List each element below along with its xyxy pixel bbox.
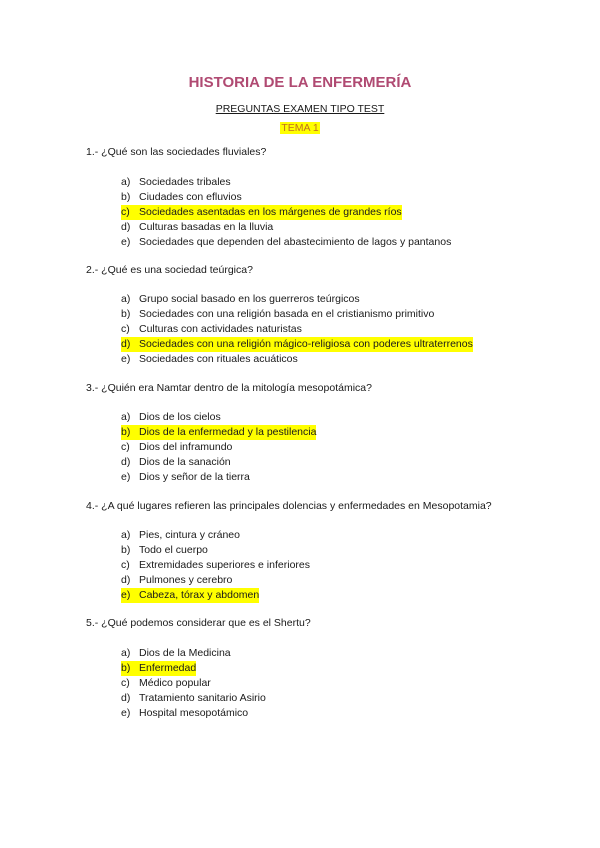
option-3d: d) Dios de la sanación xyxy=(121,456,231,468)
option-4e-correct: e) Cabeza, tórax y abdomen xyxy=(121,589,260,601)
options-1 xyxy=(121,175,451,250)
option-1c-correct: c) Sociedades asentadas en los márgenes de grandes ríos xyxy=(121,206,402,218)
option-2b: b) Sociedades con una religión basada en el cristianismo primitivo xyxy=(121,308,435,320)
options-3 xyxy=(121,410,316,485)
option-1d: d) Culturas basadas en la lluvia xyxy=(121,221,274,233)
question-5: 5.- ¿Qué podemos considerar que es el Shertu? xyxy=(86,617,311,629)
option-5d: d) Tratamiento sanitario Asirio xyxy=(121,692,266,704)
options-5 xyxy=(121,646,266,721)
question-2: 2.- ¿Qué es una sociedad teúrgica? xyxy=(86,264,253,276)
option-2d-correct: d) Sociedades con una religión mágico-religiosa con poderes ultraterrenos xyxy=(121,338,473,350)
option-3c: c) Dios del inframundo xyxy=(121,441,233,453)
option-1a: a) Sociedades tribales xyxy=(121,176,231,188)
option-5a: a) Dios de la Medicina xyxy=(121,647,231,659)
option-3a: a) Dios de los cielos xyxy=(121,411,221,423)
question-1: 1.- ¿Qué son las sociedades fluviales? xyxy=(86,146,267,158)
option-4a: a) Pies, cintura y cráneo xyxy=(121,529,240,541)
tema-text: TEMA 1 xyxy=(281,122,319,134)
option-5c: c) Médico popular xyxy=(121,677,211,689)
option-1e: e) Sociedades que dependen del abastecimiento de lagos y pantanos xyxy=(121,236,452,248)
option-4b: b) Todo el cuerpo xyxy=(121,544,208,556)
option-4d: d) Pulmones y cerebro xyxy=(121,574,233,586)
question-3: 3.- ¿Quién era Namtar dentro de la mitología mesopotámica? xyxy=(86,382,372,394)
options-4 xyxy=(121,528,310,603)
document-title: HISTORIA DE LA ENFERMERÍA xyxy=(188,74,412,91)
option-4c: c) Extremidades superiores e inferiores xyxy=(121,559,310,571)
option-2c: c) Culturas con actividades naturistas xyxy=(121,323,302,335)
option-2e: e) Sociedades con rituales acuáticos xyxy=(121,353,298,365)
question-4: 4.- ¿A qué lugares refieren las principales dolencias y enfermedades en Mesopotamia? xyxy=(86,500,492,512)
option-3e: e) Dios y señor de la tierra xyxy=(121,471,250,483)
option-3b-correct: b) Dios de la enfermedad y la pestilencia xyxy=(121,426,317,438)
tema-label xyxy=(0,122,600,134)
option-5e: e) Hospital mesopotámico xyxy=(121,707,249,719)
option-5b-correct: b) Enfermedad xyxy=(121,662,197,674)
option-2a: a) Grupo social basado en los guerreros teúrgicos xyxy=(121,293,360,305)
option-1b: b) Ciudades con efluvios xyxy=(121,191,242,203)
document-subtitle: PREGUNTAS EXAMEN TIPO TEST xyxy=(215,103,385,115)
options-2 xyxy=(121,292,473,367)
